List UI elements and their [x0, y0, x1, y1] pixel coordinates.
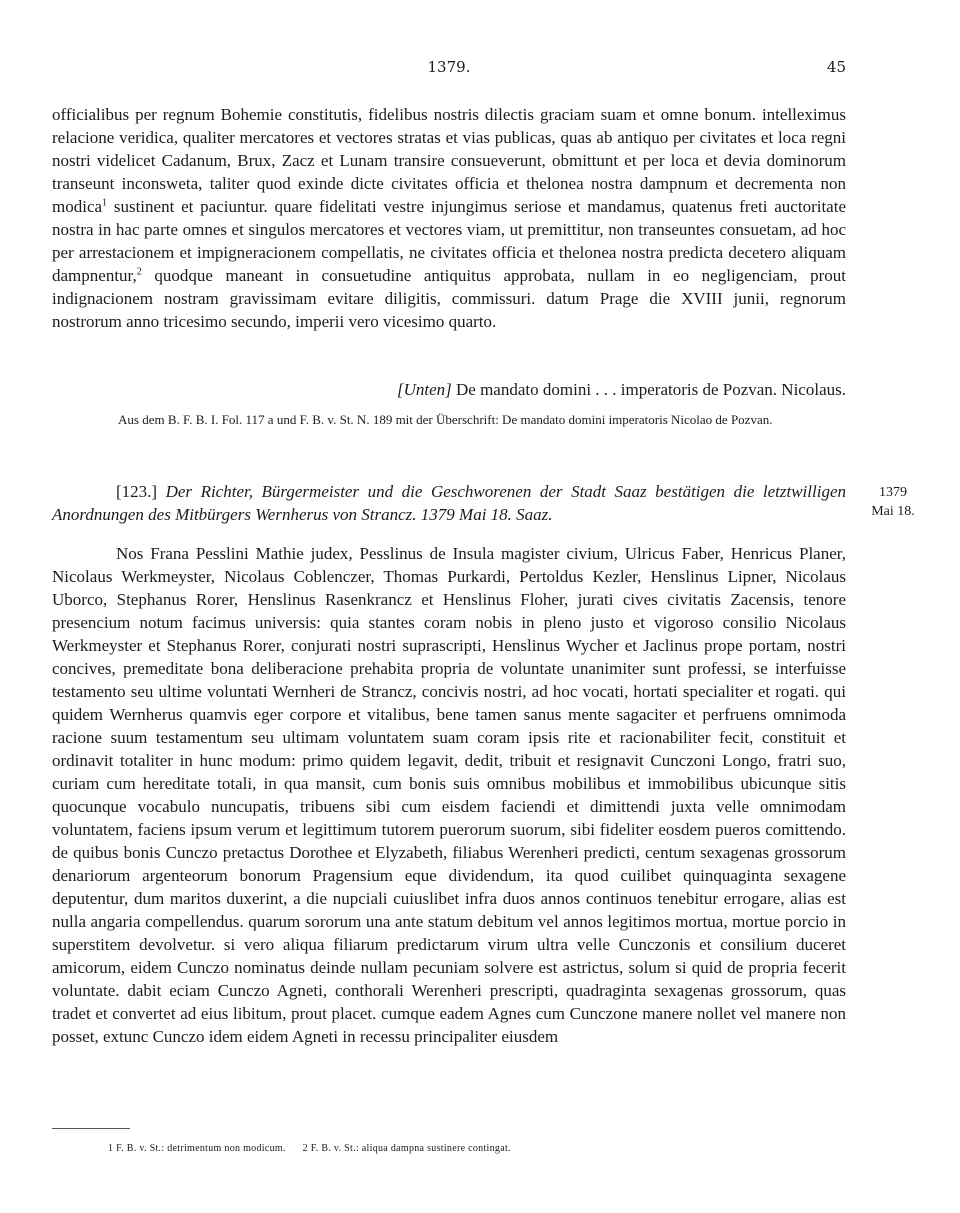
footnote-ref-2: 2 [136, 266, 142, 278]
signature-text: De mandato domini . . . imperatoris de Pozvan. Nicolaus. [451, 380, 846, 399]
charter-text-part-3: quodque maneant in consuetudine antiquitus approbata, nullam in eo negligenciam, prout indignacionem nostram gravissimam evitare diligitis, commissuri. datum Prage die XVIII junii, regnorum nostrorum anno tricesimo secundo, imperii vero vicesimo quarto. [52, 266, 846, 331]
page-number: 45 [826, 58, 846, 76]
signature-position-note: [Unten] [396, 380, 452, 399]
charter-text-part-1: officialibus per regnum Bohemie constitutis, fidelibus nostris dilectis graciam suam et omne bonum. intelleximus relacione veridica, qualiter mercatores et vectores stratas et vias publicas, quas ab antiquo per civitates et loca regni nostri videlicet Cadanum, Brux, Zacz et Lunam transire consueverunt, obmittunt et per loca et devia dominorum transeunt inconsweta, taliter quod exinde dicte civitates officia et thelonea nostra dampnum et decrementa non modica [52, 105, 846, 216]
document-summary: Der Richter, Bürgermeister und die Geschworenen der Stadt Saaz bestätigen die letztwilligen Anordnungen des Mitbürgers Wernherus von Strancz. 1379 Mai 18. Saaz. [52, 482, 846, 524]
footnotes [108, 1143, 525, 1154]
footnote-2: 2 F. B. v. St.: aliqua dampna sustinere contingat. [302, 1143, 511, 1154]
footnote-ref-1: 1 [102, 197, 108, 209]
document-heading [52, 480, 846, 526]
margin-year: 1379 [879, 485, 907, 500]
document-number: [123.] [116, 482, 158, 501]
footnote-1: 1 F. B. v. St.: detrimentum non modicum. [108, 1143, 286, 1154]
source-note: Aus dem B. F. B. I. Fol. 117 a und F. B. v. St. N. 189 mit der Überschrift: De mandato domini imperatoris Nicolao de Pozvan. [118, 412, 773, 427]
charter-text-continued [52, 103, 846, 333]
charter-text-part-2: sustinent et paciuntur. quare fidelitati vestre injungimus seriose et mandamus, quatenus freti auctoritate nostra in hac parte omnes et singulos mercatores et vectores viam, ut premittitur, non transeuntes consuetam, ad hoc per arrestacionem et impigneracionem compellatis, ne civitates officia et thelonea nostra predicta decetero aliquam dampnentur, [52, 197, 846, 285]
margin-day: Mai 18. [871, 504, 915, 519]
running-head-year: 1379. [427, 58, 471, 76]
margin-date [858, 483, 928, 521]
footnote-rule [52, 1128, 130, 1129]
charter-body: Nos Frana Pesslini Mathie judex, Pesslinus de Insula magister civium, Ulricus Faber, Henricus Planer, Nicolaus Werkmeyster, Nicolaus Coblenczer, Thomas Purkardi, Pertoldus Kezler, Henslinus Lipner, Nicolaus Uborco, Stephanus Rorer, Henslinus Rasenkrancz et Henslinus Floher, jurati cives civitatis Zacensis, tenore presencium notum facimus universis: quia stantes coram nobis in pleno justo et vigoroso consilio Nicolaus Werkmeyster et Stephanus Rorer, conjurati nostri suprascripti, Henslinus Wycher et Jaclinus prope portam, nostri concives, premeditate bona deliberacione prehabita propria de voluntate unanimiter sunt professi, se interfuisse testamento seu ultime voluntati Wernheri de Strancz, concivis nostri, ad hoc vocati, hortati specialiter et rogati. qui quidem Wernherus quamvis eger corpore et vitalibus, bene tamen sanus mente sagaciter et perfruens omnimoda racione suum testamentum seu ultimam voluntatem suam coram ipsis rite et racionabiliter fecit, constituit et ordinavit totaliter in hunc modum: primo quidem legavit, dedit, tribuit et resignavit Cunczoni Longo, fratri suo, curiam cum hereditate totali, in qua mansit, cum bonis suis omnibus mobilibus et immobilibus ubicunque sitis quocunque vocabulo nuncupatis, tribuens sibi cum eisdem faciendi et dimittendi juxta velle omnimodam voluntatem, faciens ipsum verum et legittimum tutorem puerorum suorum, sibi fideliter eosdem pueros comittendo. de quibus bonis Cunczo pretactus Dorothee et Elyzabeth, filiabus Werenheri predicti, centum sexagenas grossorum denariorum argenteorum bonorum Pragensium eque dividendum, ita quod cuilibet quinquaginta sexagene deputentur, dum maritos duxerint, a die nupciali cuiuslibet infra duos annos continuos tenebitur errogare, alias est nulla angaria compellendus. quarum sororum una ante statum debitum vel annos legitimos mortua, mortue porcio in superstitem devolvetur. si vero aliqua filiarum predictarum virum ultra velle Cunczonis et consilium duceret amicorum, eidem Cunczo nominatus deinde nullam pecuniam solvere est astrictus, solum si quid de propria fecerit voluntate. dabit eciam Cunczo Agneti, conthorali Werenheri prescripti, quadraginta sexagenas grossorum, quas tradet et convertet ad eius libitum, prout placet. cumque eadem Agnes cum Cunczone manere nollet vel manere non posset, extunc Cunczo idem eidem Agneti in recessu principaliter eiusdem [52, 544, 846, 1046]
signature-line [52, 378, 846, 401]
page-header [52, 58, 846, 80]
